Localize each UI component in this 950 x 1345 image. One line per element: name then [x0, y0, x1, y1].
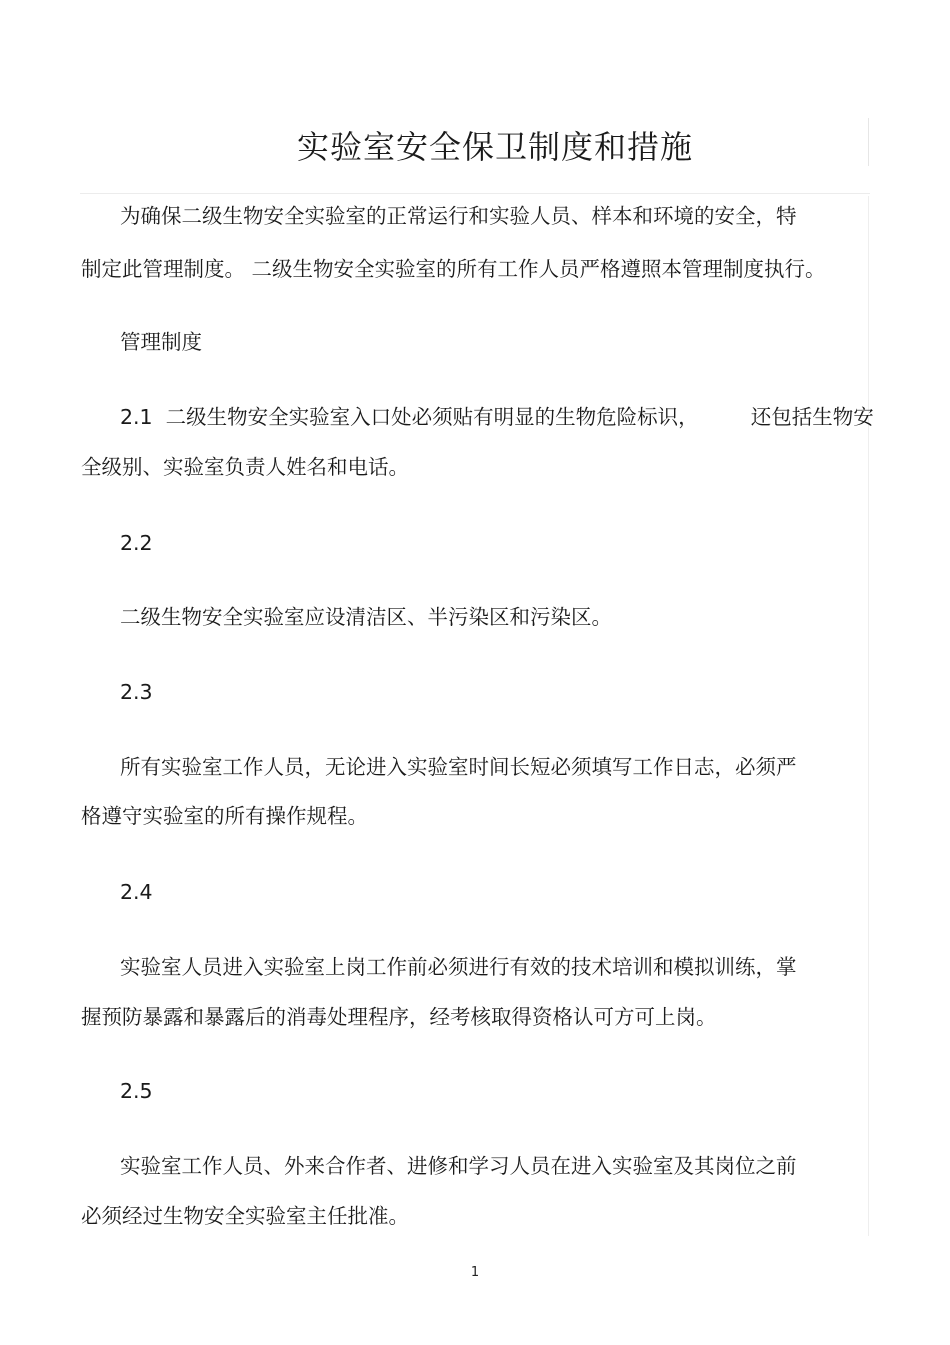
title-divider	[80, 193, 870, 194]
item-2-5-line-2: 必须经过生物安全实验室主任批准。	[81, 1204, 409, 1228]
item-2-2-number: 2.2	[120, 531, 153, 555]
margin-rule	[868, 196, 869, 1236]
intro-line-2: 制定此管理制度。 二级生物安全实验室的所有工作人员严格遵照本管理制度执行。	[81, 257, 826, 281]
item-2-2-text: 二级生物安全实验室应设清洁区、半污染区和污染区。	[120, 605, 612, 629]
item-2-3-line-1: 所有实验室工作人员，无论进入实验室时间长短必须填写工作日志，必须严	[120, 755, 797, 779]
item-2-3-line-2: 格遵守实验室的所有操作规程。	[81, 804, 368, 828]
item-2-5-number: 2.5	[120, 1079, 153, 1103]
section-heading: 管理制度	[120, 330, 202, 354]
item-2-5-line-1: 实验室工作人员、外来合作者、进修和学习人员在进入实验室及其岗位之前	[120, 1154, 797, 1178]
item-2-3-number: 2.3	[120, 680, 153, 704]
page-title: 实验室安全保卫制度和措施	[296, 128, 693, 166]
intro-line-1: 为确保二级生物安全实验室的正常运行和实验人员、样本和环境的安全，特	[120, 204, 797, 228]
item-2-4-line-1: 实验室人员进入实验室上岗工作前必须进行有效的技术培训和模拟训练，掌	[120, 955, 797, 979]
item-2-4-number: 2.4	[120, 880, 153, 904]
page-number: 1	[470, 1265, 480, 1280]
item-2-1-line-1: 2.1 二级生物安全实验室入口处必须贴有明显的生物危险标识， 还包括生物安	[120, 405, 874, 429]
item-2-1-line-2: 全级别、实验室负责人姓名和电话。	[81, 455, 409, 479]
item-2-4-line-2: 握预防暴露和暴露后的消毒处理程序，经考核取得资格认可方可上岗。	[81, 1005, 717, 1029]
